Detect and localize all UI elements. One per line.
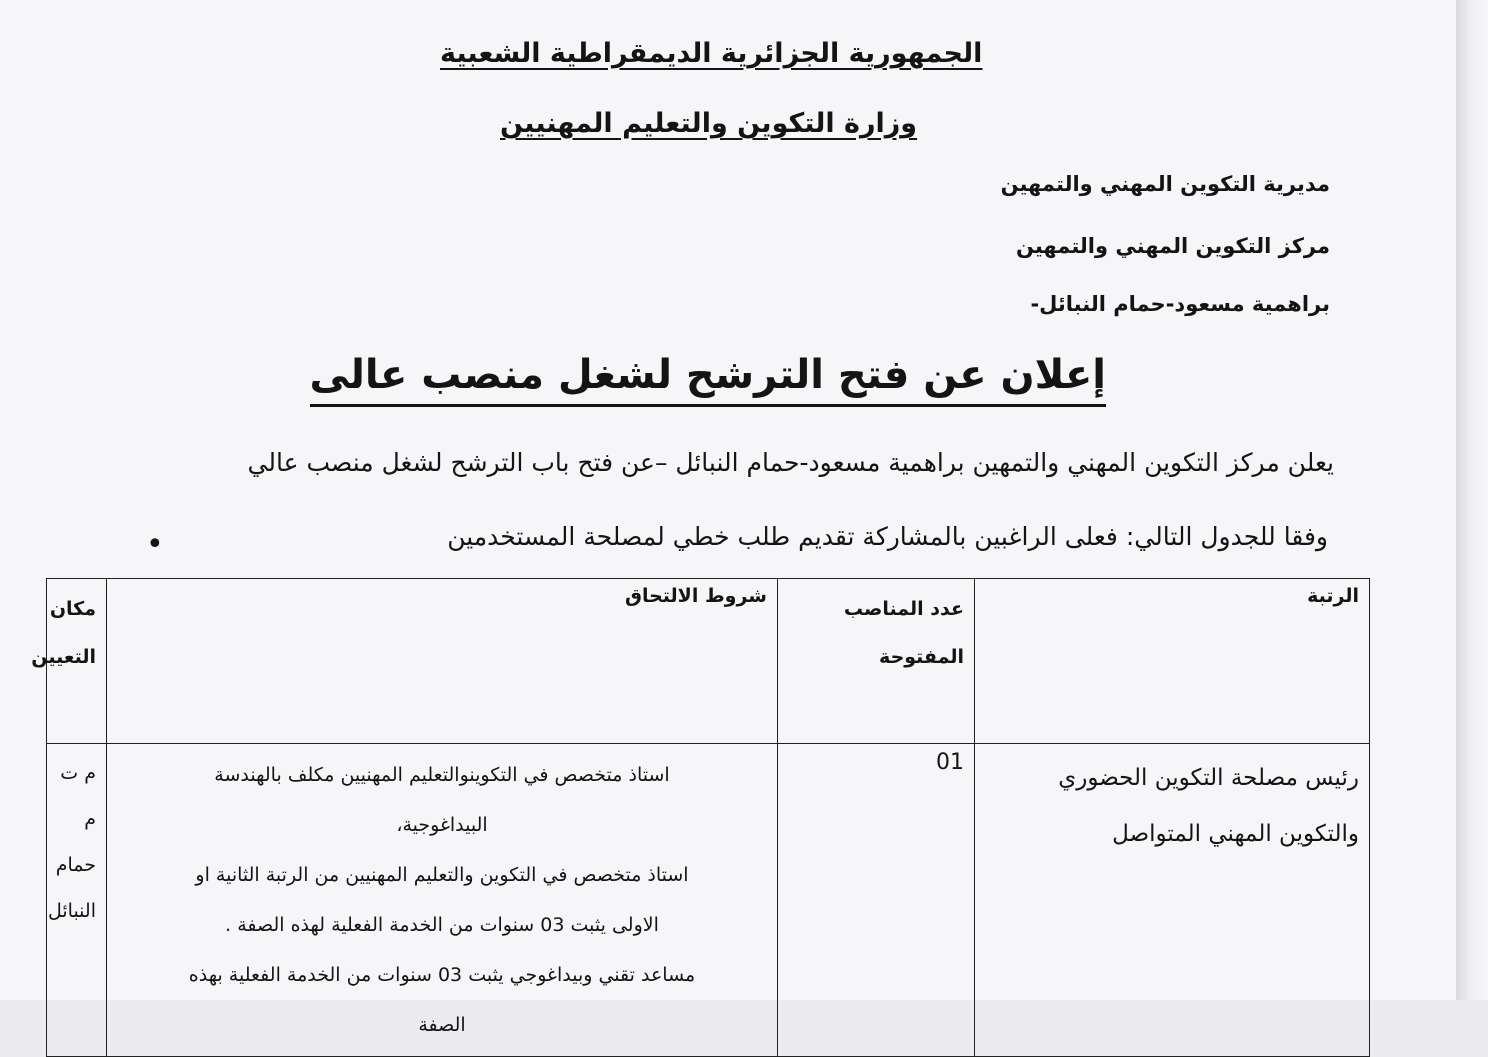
body-line-1-text: يعلن مركز التكوين المهني والتمهين براهمية مسعود-حمام النبائل –عن فتح باب الترشح لشغل منصب عالي: [247, 448, 1334, 477]
table-header-row: [47, 579, 1370, 744]
positions-table: [31, 578, 1370, 1057]
condition-line: الصفة: [418, 1014, 466, 1036]
center-location: براهمية مسعود-حمام النبائل-: [1030, 292, 1330, 316]
cell-conditions: [107, 744, 778, 1057]
directorate-name: مديرية التكوين المهني والتمهين: [1000, 172, 1330, 196]
body-line-1: [248, 448, 1334, 477]
announcement-title: إعلان عن فتح الترشح لشغل منصب عالى: [310, 352, 1106, 407]
bullet-mark: •: [146, 527, 164, 562]
ministry-heading: وزارة التكوين والتعليم المهنيين: [500, 108, 918, 139]
body-line-2: وفقا للجدول التالي: فعلى الراغبين بالمشاركة تقديم طلب خطي لمصلحة المستخدمين: [447, 522, 1328, 551]
center-name: مركز التكوين المهني والتمهين: [1015, 234, 1330, 258]
condition-line: البيداغوجية،: [396, 814, 488, 836]
condition-line: مساعد تقني وبيداغوجي يثبت 03 سنوات من الخدمة الفعلية بهذه: [188, 964, 696, 986]
table-row: [47, 744, 1370, 1057]
header-place: مكان التعيين: [47, 579, 107, 744]
cell-rank: رئيس مصلحة التكوين الحضوري والتكوين المهني المتواصل: [975, 744, 1370, 1057]
condition-line: استاذ متخصص في التكوينوالتعليم المهنيين مكلف بالهندسة: [214, 764, 670, 786]
republic-heading: الجمهورية الجزائرية الديمقراطية الشعبية: [440, 38, 983, 69]
cell-place: م ت م حمام النبائل: [47, 744, 107, 1057]
header-conditions: شروط الالتحاق: [107, 579, 778, 744]
header-rank: الرتبة: [975, 579, 1370, 744]
scanner-edge: [1456, 0, 1488, 1000]
cell-count: 01: [778, 744, 975, 1057]
condition-line: استاذ متخصص في التكوين والتعليم المهنيين من الرتبة الثانية او: [195, 864, 689, 886]
condition-line: الاولى يثبت 03 سنوات من الخدمة الفعلية لهذه الصفة .: [225, 914, 659, 936]
header-count: عدد المناصب المفتوحة: [778, 579, 975, 744]
